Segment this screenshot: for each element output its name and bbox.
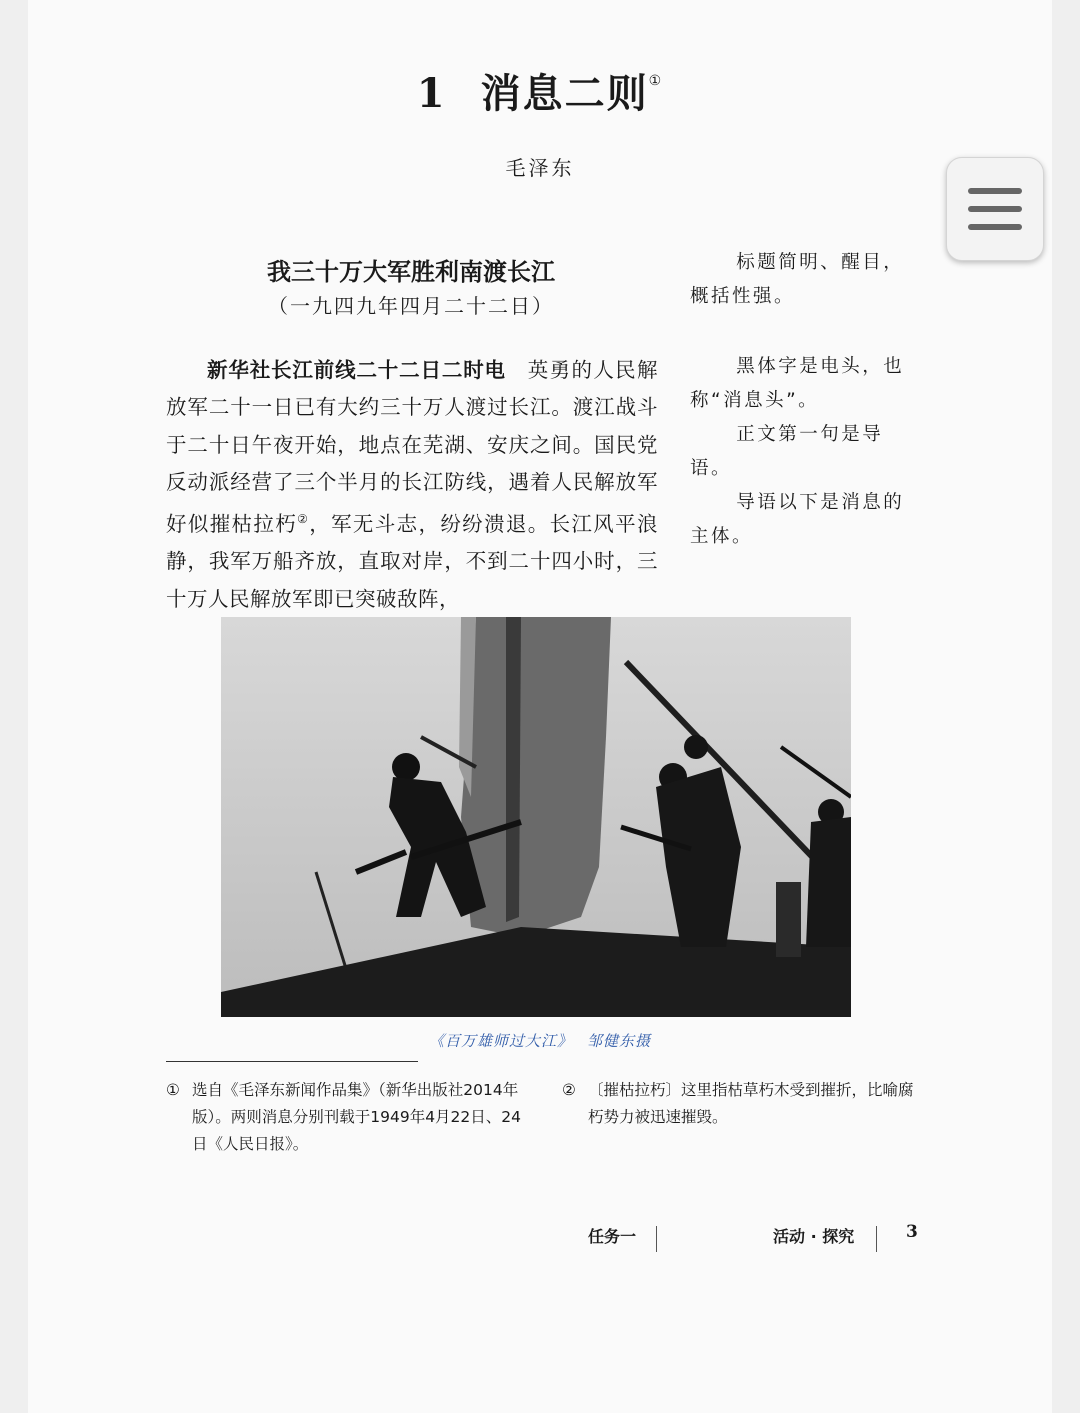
side-note-3: 正文第一句是导语。 (690, 424, 884, 479)
news-body (166, 352, 658, 618)
footnote-1 (166, 1077, 526, 1158)
footnote-2 (562, 1077, 918, 1131)
news-body-part1: 英勇的人民解放军二十一日已有大约三十万人渡过长江。渡江战斗于二十日午夜开始，地点在芜湖、安庆之间。国民党反动派经营了三个半月的长江防线，遇着人民解放军好似摧枯拉朽 (166, 358, 659, 537)
chapter-footnote-mark: ① (648, 73, 664, 89)
news-lead: 新华社长江前线二十二日二时电 (207, 358, 506, 382)
footnote-1-text: 选自《毛泽东新闻作品集》（新华出版社2014年版）。两则消息分别刊载于1949年4月22日、24日《人民日报》。 (192, 1081, 522, 1153)
footer-divider (656, 1226, 657, 1252)
photo-caption-title: 《百万雄师过大江》 (428, 1032, 573, 1050)
chapter-title (0, 62, 1080, 119)
footer-activity: 活动 · 探究 (773, 1227, 855, 1246)
historical-photo (221, 617, 851, 1017)
footer-divider (876, 1226, 877, 1252)
chapter-number: 1 (416, 70, 447, 117)
news-body-part2: ，军无斗志，纷纷溃退。长江风平浪静，我军万船齐放，直取对岸，不到二十四小时，三十万人民解放军即已突破敌阵， (166, 512, 658, 611)
chapter-title-text: 消息二则 (480, 70, 649, 117)
author-name: 毛泽东 (505, 156, 575, 180)
photo-caption-credit: 邹健东摄 (587, 1032, 652, 1050)
footnote-2-note-mark: ② (562, 1081, 576, 1099)
side-note-2: 黑体字是电头，也称“消息头”。 (690, 356, 905, 411)
hamburger-icon (968, 188, 1022, 194)
photo-caption (0, 1030, 1080, 1051)
side-note-structure (690, 350, 922, 554)
footnote-2-mark[interactable]: ② (297, 512, 310, 527)
page-number: 3 (906, 1222, 918, 1242)
news-headline: 我三十万大军胜利南渡长江 (267, 258, 555, 286)
news-date: （一九四九年四月二十二日） (268, 294, 554, 318)
footnote-2-text: 〔摧枯拉朽〕这里指枯草朽木受到摧折，比喻腐朽势力被迅速摧毁。 (588, 1081, 914, 1126)
footer-section: 任务一 (588, 1227, 637, 1246)
footnote-divider (166, 1061, 418, 1062)
photo-illustration (221, 617, 851, 1017)
side-note-1: 标题简明、醒目，概括性强。 (690, 252, 905, 307)
side-note-4: 导语以下是消息的主体。 (690, 492, 905, 547)
side-note-title (690, 246, 922, 314)
menu-button[interactable] (946, 157, 1044, 261)
footnote-1-mark: ① (166, 1081, 180, 1099)
